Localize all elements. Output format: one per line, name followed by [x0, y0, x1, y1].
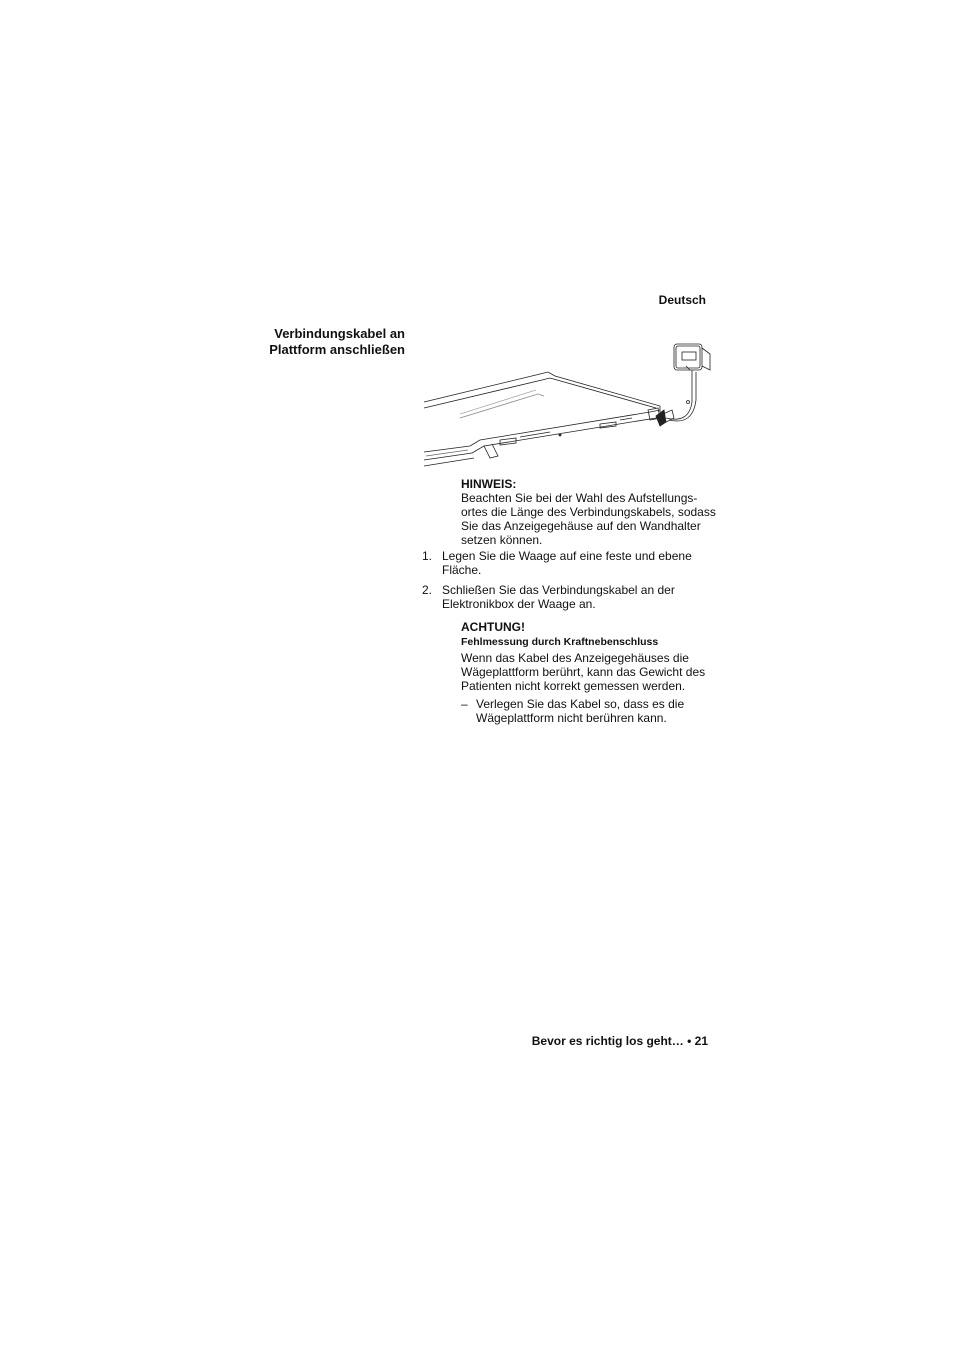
instruction-steps [422, 549, 717, 617]
achtung-line: Patienten nicht korrekt gemessen werden. [461, 679, 686, 693]
step-number: 2. [422, 583, 433, 597]
section-title-line: Verbindungskabel an [274, 326, 405, 341]
achtung-warning [461, 620, 716, 725]
hinweis-label: HINWEIS: [461, 477, 517, 491]
language-label: Deutsch [658, 293, 706, 307]
section-title-line: Plattform anschließen [269, 342, 405, 357]
action-line: Wägeplattform nicht berühren kann. [476, 711, 667, 725]
hinweis-line: ortes die Länge des Verbindungskabels, sodass [461, 505, 716, 519]
step-text [442, 549, 692, 577]
hinweis-line: Sie das Anzeigegehäuse auf den Wandhalter [461, 519, 701, 533]
hinweis-line: setzen können. [461, 533, 543, 547]
achtung-label: ACHTUNG! [461, 620, 525, 634]
action-text [476, 697, 684, 725]
step-text [442, 583, 675, 611]
list-item [422, 583, 717, 611]
step-line: Schließen Sie das Verbindungskabel an der [442, 583, 675, 597]
platform-illustration [420, 340, 720, 475]
step-number: 1. [422, 549, 433, 563]
achtung-line: Wenn das Kabel des Anzeigegehäuses die [461, 651, 689, 665]
achtung-action [461, 697, 716, 725]
achtung-subtitle: Fehlmessung durch Kraftnebenschluss [461, 636, 659, 648]
step-line: Elektronikbox der Waage an. [442, 597, 596, 611]
step-line: Legen Sie die Waage auf eine feste und ebene [442, 549, 692, 563]
step-line: Fläche. [442, 563, 482, 577]
section-title [205, 326, 405, 358]
dash-bullet: – [461, 697, 468, 711]
hinweis-note [461, 477, 716, 547]
achtung-line: Wägeplattform berührt, kann das Gewicht des [461, 665, 706, 679]
list-item [422, 549, 717, 577]
hinweis-line: Beachten Sie bei der Wahl des Aufstellungs- [461, 491, 698, 505]
page-footer: Bevor es richtig los geht… • 21 [531, 1034, 708, 1048]
action-line: Verlegen Sie das Kabel so, dass es die [476, 697, 685, 711]
